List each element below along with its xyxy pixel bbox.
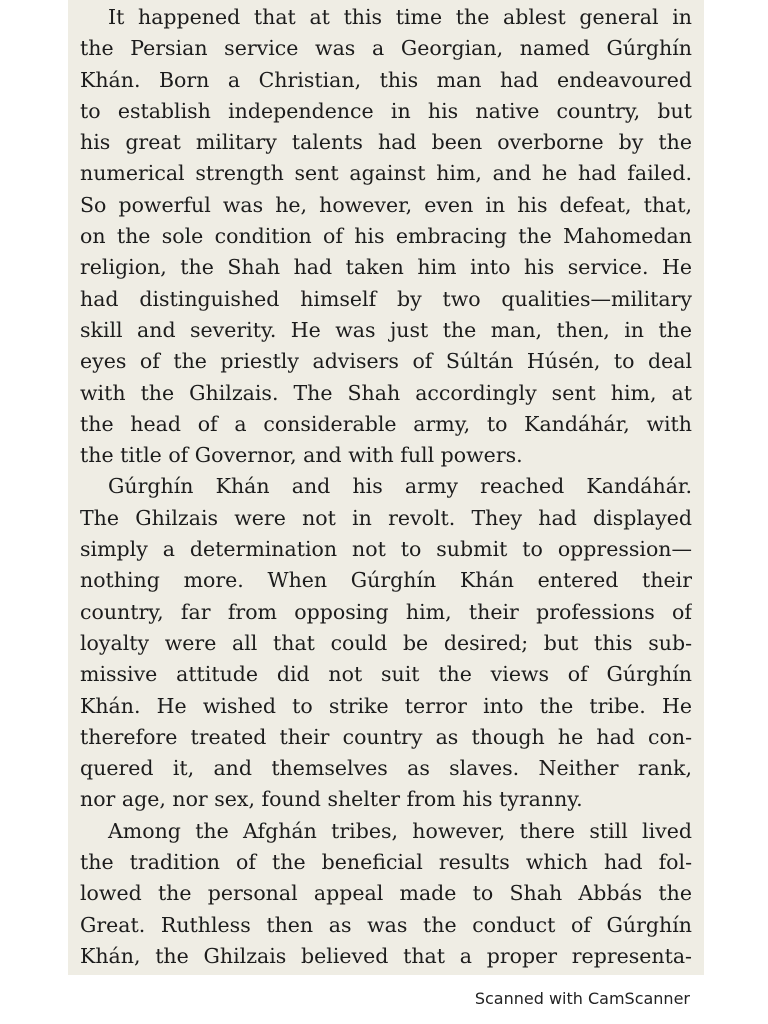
text-line: the head of a considerable army, to Kandáhár, with xyxy=(80,411,692,436)
text-line: lowed the personal appeal made to Shah Abbás the xyxy=(80,881,692,906)
text-line: with the Ghilzais. The Shah accordingly sent him, at xyxy=(80,380,692,405)
text-line: nothing more. When Gúrghín Khán entered their xyxy=(80,568,692,593)
text-line: nor age, nor sex, found shelter from his tyranny. xyxy=(80,787,583,812)
paragraph xyxy=(80,2,692,471)
scanner-watermark: Scanned with CamScanner xyxy=(474,989,690,1008)
text-line: skill and severity. He was just the man, then, in the xyxy=(80,317,692,342)
text-line: on the sole condition of his embracing the Mahomedan xyxy=(80,224,692,249)
text-line: therefore treated their country as though he had con- xyxy=(80,724,692,749)
text-line: the title of Governor, and with full powers. xyxy=(80,443,523,468)
text-line: religion, the Shah had taken him into his service. He xyxy=(80,255,692,280)
text-line: country, far from opposing him, their professions of xyxy=(80,599,692,624)
text-line: So powerful was he, however, even in his defeat, that, xyxy=(80,192,692,217)
text-line: the tradition of the beneficial results which had fol- xyxy=(80,850,692,875)
text-line: Gúrghín Khán and his army reached Kandáhár. xyxy=(108,474,692,499)
text-line: the Persian service was a Georgian, named Gúrghín xyxy=(80,36,692,61)
text-line: The Ghilzais were not in revolt. They had displayed xyxy=(80,505,692,530)
text-line: to establish independence in his native country, but xyxy=(80,98,692,123)
text-line: numerical strength sent against him, and he had failed. xyxy=(80,161,692,186)
text-line: his great military talents had been overborne by the xyxy=(80,130,692,155)
text-line: loyalty were all that could be desired; but this sub- xyxy=(80,630,692,655)
text-line: Great. Ruthless then as was the conduct of Gúrghín xyxy=(80,912,692,937)
text-line: had distinguished himself by two qualities—military xyxy=(80,286,692,311)
text-line: Among the Afghán tribes, however, there still lived xyxy=(108,818,692,843)
text-line: Khán, the Ghilzais believed that a proper representa- xyxy=(80,943,692,968)
text-line: Khán. He wished to strike terror into the tribe. He xyxy=(80,693,692,718)
text-line: quered it, and themselves as slaves. Neither rank, xyxy=(80,756,692,781)
text-line: Khán. Born a Christian, this man had endeavoured xyxy=(80,67,692,92)
paragraph xyxy=(80,816,692,972)
body-text xyxy=(80,2,692,972)
text-line: missive attitude did not suit the views of Gúrghín xyxy=(80,662,692,687)
text-line: simply a determination not to submit to oppression— xyxy=(80,537,692,562)
text-line: It happened that at this time the ablest general in xyxy=(108,5,692,29)
paragraph xyxy=(80,471,692,815)
text-line: eyes of the priestly advisers of Súltán Húsén, to deal xyxy=(80,349,692,374)
